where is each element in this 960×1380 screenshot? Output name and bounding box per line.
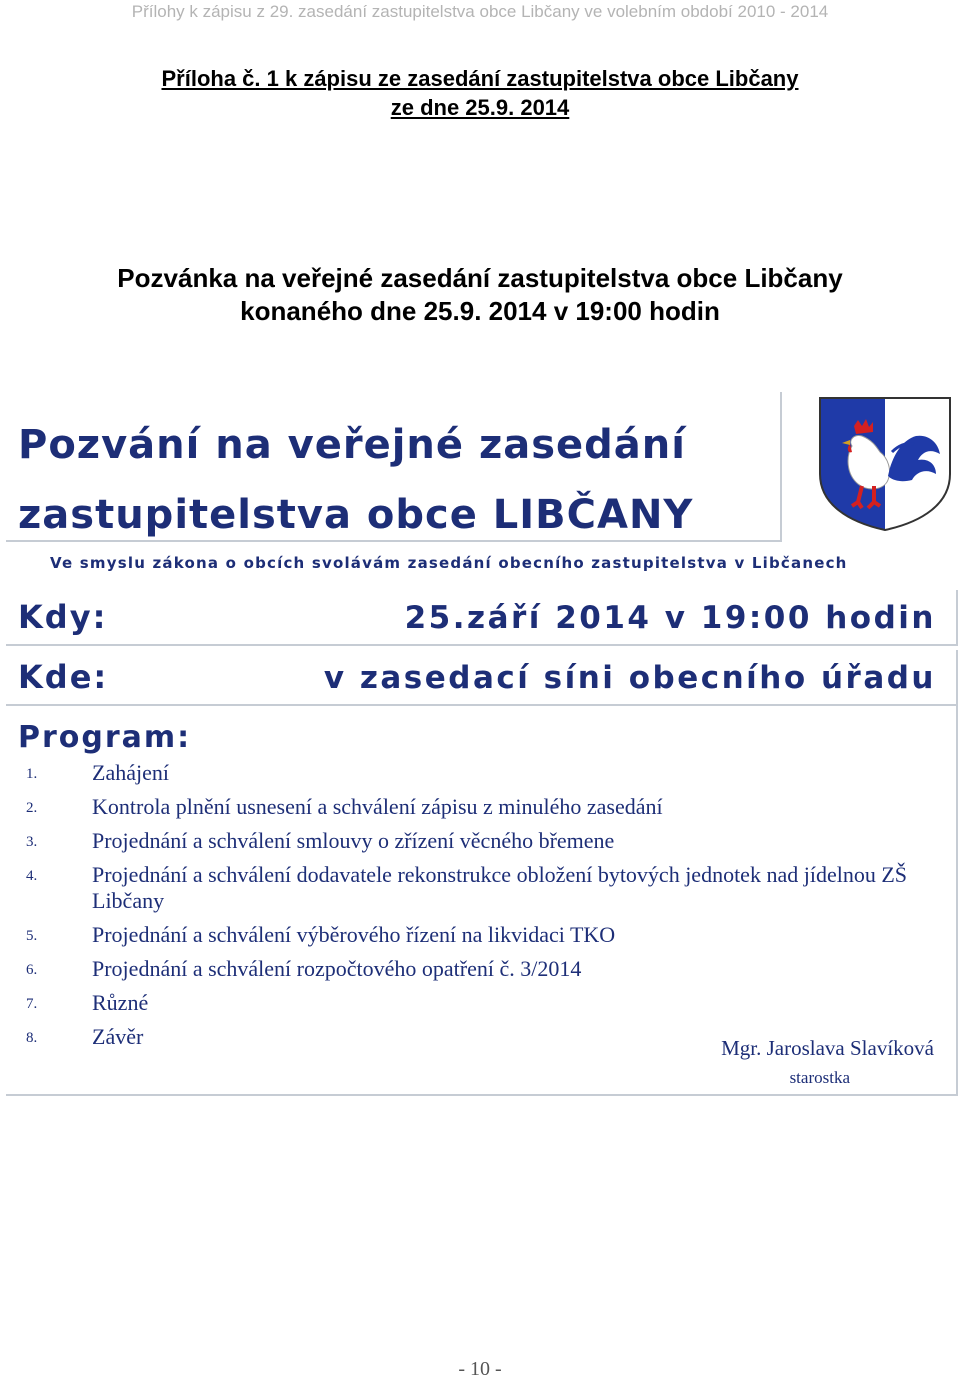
agenda-list [6,760,958,1058]
agenda-text: Kontrola plnění usnesení a schválení zápisu z minulého zasedání [92,794,663,819]
annex-title [0,64,960,122]
where-label: Kde: [18,658,109,696]
agenda-item [6,828,958,854]
poster-title [18,410,778,550]
when-value: 25.září 2014 v 19:00 hodin [404,600,936,636]
running-header: Přílohy k zápisu z 29. zasedání zastupitelstva obce Libčany ve volebním období 2010 - 2014 [131,2,829,21]
when-row-rule [6,644,958,646]
annex-title-line1: Příloha č. 1 k zápisu ze zasedání zastupitelstva obce Libčany [161,66,799,91]
poster-title-box [6,392,782,542]
agenda-text: Projednání a schválení výběrového řízení na likvidaci TKO [92,922,616,947]
where-value: v zasedací síni obecního úřadu [323,660,936,696]
agenda-number: 7. [26,996,38,1012]
agenda-text: Projednání a schválení rozpočtového opatření č. 3/2014 [92,956,582,981]
invitation-poster [6,392,958,1098]
agenda-text: Projednání a schválení smlouvy o zřízení věcného břemene [92,828,615,853]
agenda-number: 1. [26,766,38,782]
agenda-item [6,956,958,982]
agenda-text: Zahájení [92,760,169,785]
page-number: - 10 - [458,1358,502,1380]
poster-bottom-rule [6,1094,958,1096]
poster-title-line1: Pozvání na veřejné zasedání [18,422,686,468]
poster-right-rule [956,706,958,1096]
agenda-number: 3. [26,834,38,850]
agenda-item [6,760,958,786]
agenda-item [6,922,958,948]
agenda-text: Různé [92,990,149,1015]
where-row-rule [6,704,958,706]
agenda-text: Závěr [92,1024,144,1049]
annex-title-line2: ze dne 25.9. 2014 [390,95,570,120]
signer-role: starostka [789,1068,850,1087]
when-row-edge [956,590,958,646]
invite-heading [0,262,960,328]
poster-title-line2: zastupitelstva obce LIBČANY [18,492,694,538]
agenda-number: 4. [26,868,38,884]
agenda-text: Projednání a schválení dodavatele rekonstrukce obložení bytových jednotek nad jídelnou ZŠ Libčany [92,862,907,913]
poster-subtitle: Ve smyslu zákona o obcích svolávám zasedání obecního zastupitelstva v Libčanech [50,554,848,572]
agenda-item [6,990,958,1016]
agenda-number: 6. [26,962,38,978]
agenda-number: 8. [26,1030,38,1046]
program-label: Program: [18,720,192,755]
agenda-item [6,794,958,820]
when-label: Kdy: [18,598,108,636]
where-row-edge [956,650,958,706]
agenda-item [6,862,958,914]
invite-heading-line2: konaného dne 25.9. 2014 v 19:00 hodin [240,296,720,326]
invite-heading-line1: Pozvánka na veřejné zasedání zastupitelstva obce Libčany [117,263,843,293]
agenda-number: 5. [26,928,38,944]
rooster-crest-icon [818,396,952,532]
agenda-number: 2. [26,800,38,816]
signer-name: Mgr. Jaroslava Slavíková [721,1036,934,1060]
